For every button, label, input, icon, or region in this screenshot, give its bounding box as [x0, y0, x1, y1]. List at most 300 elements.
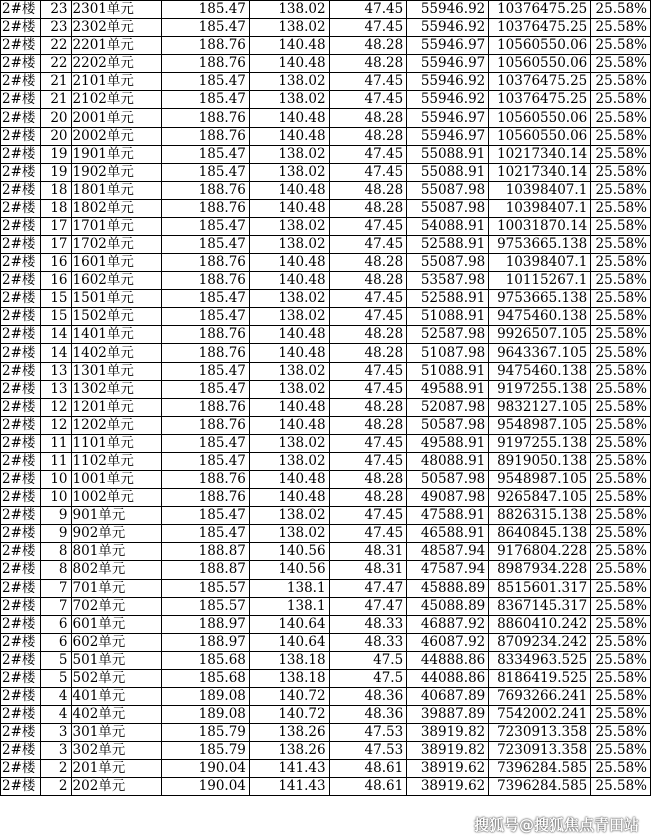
table-row: [1, 127, 651, 145]
gross-area-cell: 185.47: [162, 507, 249, 525]
total-price-cell: 10560550.06: [489, 37, 591, 55]
building-cell: 2#楼: [1, 669, 41, 687]
gross-area-cell: 188.76: [162, 344, 249, 362]
unit-cell: 1902单元: [71, 163, 162, 181]
building-cell: 2#楼: [1, 489, 41, 507]
ratio-cell: 25.58%: [591, 380, 651, 398]
table-row: [1, 778, 651, 796]
unit-price-cell: 44088.86: [407, 669, 489, 687]
table-row: [1, 760, 651, 778]
table-row: [1, 507, 651, 525]
floor-cell: 12: [40, 416, 71, 434]
inner-area-cell: 138.02: [249, 362, 329, 380]
ratio-cell: 25.58%: [591, 73, 651, 91]
gross-area-cell: 185.47: [162, 308, 249, 326]
inner-area-cell: 138.02: [249, 452, 329, 470]
inner-area-cell: 138.02: [249, 308, 329, 326]
unit-cell: 1702单元: [71, 236, 162, 254]
unit-cell: 601单元: [71, 615, 162, 633]
shared-area-cell: 47.53: [329, 724, 407, 742]
floor-cell: 10: [40, 489, 71, 507]
total-price-cell: 10560550.06: [489, 127, 591, 145]
inner-area-cell: 140.48: [249, 181, 329, 199]
total-price-cell: 8987934.228: [489, 561, 591, 579]
ratio-cell: 25.58%: [591, 19, 651, 37]
table-row: [1, 109, 651, 127]
gross-area-cell: 185.68: [162, 669, 249, 687]
floor-cell: 19: [40, 163, 71, 181]
unit-cell: 2001单元: [71, 109, 162, 127]
building-cell: 2#楼: [1, 452, 41, 470]
floor-cell: 18: [40, 199, 71, 217]
building-cell: 2#楼: [1, 19, 41, 37]
inner-area-cell: 138.02: [249, 507, 329, 525]
floor-cell: 5: [40, 651, 71, 669]
ratio-cell: 25.58%: [591, 254, 651, 272]
ratio-cell: 25.58%: [591, 290, 651, 308]
inner-area-cell: 140.72: [249, 706, 329, 724]
ratio-cell: 25.58%: [591, 597, 651, 615]
unit-cell: 2202单元: [71, 55, 162, 73]
shared-area-cell: 48.28: [329, 344, 407, 362]
gross-area-cell: 188.76: [162, 55, 249, 73]
total-price-cell: 7542002.241: [489, 706, 591, 724]
building-cell: 2#楼: [1, 615, 41, 633]
ratio-cell: 25.58%: [591, 1, 651, 19]
inner-area-cell: 138.02: [249, 19, 329, 37]
unit-cell: 1401单元: [71, 326, 162, 344]
building-cell: 2#楼: [1, 73, 41, 91]
floor-cell: 4: [40, 706, 71, 724]
ratio-cell: 25.58%: [591, 543, 651, 561]
total-price-cell: 10398407.1: [489, 199, 591, 217]
total-price-cell: 10376475.25: [489, 1, 591, 19]
gross-area-cell: 188.76: [162, 326, 249, 344]
unit-cell: 1301单元: [71, 362, 162, 380]
table-row: [1, 706, 651, 724]
building-cell: 2#楼: [1, 651, 41, 669]
unit-price-cell: 49588.91: [407, 434, 489, 452]
ratio-cell: 25.58%: [591, 181, 651, 199]
shared-area-cell: 48.36: [329, 706, 407, 724]
gross-area-cell: 188.76: [162, 199, 249, 217]
floor-cell: 6: [40, 633, 71, 651]
unit-cell: 2002单元: [71, 127, 162, 145]
ratio-cell: 25.58%: [591, 434, 651, 452]
table-row: [1, 217, 651, 235]
total-price-cell: 7230913.358: [489, 724, 591, 742]
unit-cell: 801单元: [71, 543, 162, 561]
shared-area-cell: 47.45: [329, 525, 407, 543]
shared-area-cell: 47.45: [329, 236, 407, 254]
unit-cell: 1402单元: [71, 344, 162, 362]
building-cell: 2#楼: [1, 507, 41, 525]
building-cell: 2#楼: [1, 687, 41, 705]
inner-area-cell: 138.02: [249, 380, 329, 398]
ratio-cell: 25.58%: [591, 163, 651, 181]
table-row: [1, 254, 651, 272]
unit-price-cell: 55946.97: [407, 55, 489, 73]
ratio-cell: 25.58%: [591, 91, 651, 109]
table-row: [1, 19, 651, 37]
total-price-cell: 8826315.138: [489, 507, 591, 525]
inner-area-cell: 138.26: [249, 724, 329, 742]
unit-price-cell: 38919.82: [407, 724, 489, 742]
total-price-cell: 10560550.06: [489, 55, 591, 73]
floor-cell: 17: [40, 217, 71, 235]
building-cell: 2#楼: [1, 109, 41, 127]
building-cell: 2#楼: [1, 525, 41, 543]
shared-area-cell: 48.36: [329, 687, 407, 705]
unit-cell: 501单元: [71, 651, 162, 669]
building-cell: 2#楼: [1, 380, 41, 398]
gross-area-cell: 188.87: [162, 543, 249, 561]
unit-price-cell: 55946.97: [407, 109, 489, 127]
ratio-cell: 25.58%: [591, 452, 651, 470]
ratio-cell: 25.58%: [591, 326, 651, 344]
table-row: [1, 398, 651, 416]
table-row: [1, 561, 651, 579]
building-cell: 2#楼: [1, 91, 41, 109]
gross-area-cell: 188.97: [162, 633, 249, 651]
shared-area-cell: 47.45: [329, 434, 407, 452]
ratio-cell: 25.58%: [591, 651, 651, 669]
shared-area-cell: 47.53: [329, 742, 407, 760]
unit-cell: 902单元: [71, 525, 162, 543]
inner-area-cell: 138.02: [249, 434, 329, 452]
floor-cell: 22: [40, 55, 71, 73]
inner-area-cell: 138.1: [249, 579, 329, 597]
ratio-cell: 25.58%: [591, 579, 651, 597]
unit-cell: 2302单元: [71, 19, 162, 37]
total-price-cell: 10376475.25: [489, 91, 591, 109]
unit-price-cell: 49087.98: [407, 489, 489, 507]
ratio-cell: 25.58%: [591, 489, 651, 507]
unit-cell: 1102单元: [71, 452, 162, 470]
ratio-cell: 25.58%: [591, 669, 651, 687]
building-cell: 2#楼: [1, 579, 41, 597]
unit-price-cell: 55946.92: [407, 1, 489, 19]
table-row: [1, 416, 651, 434]
floor-cell: 2: [40, 760, 71, 778]
building-cell: 2#楼: [1, 37, 41, 55]
building-cell: 2#楼: [1, 633, 41, 651]
building-cell: 2#楼: [1, 308, 41, 326]
total-price-cell: 10217340.14: [489, 163, 591, 181]
ratio-cell: 25.58%: [591, 362, 651, 380]
ratio-cell: 25.58%: [591, 561, 651, 579]
ratio-cell: 25.58%: [591, 55, 651, 73]
floor-cell: 9: [40, 507, 71, 525]
total-price-cell: 10376475.25: [489, 19, 591, 37]
floor-cell: 23: [40, 1, 71, 19]
building-cell: 2#楼: [1, 199, 41, 217]
floor-cell: 22: [40, 37, 71, 55]
building-cell: 2#楼: [1, 254, 41, 272]
floor-cell: 20: [40, 109, 71, 127]
shared-area-cell: 47.45: [329, 362, 407, 380]
building-cell: 2#楼: [1, 471, 41, 489]
floor-cell: 5: [40, 669, 71, 687]
unit-cell: 802单元: [71, 561, 162, 579]
gross-area-cell: 189.08: [162, 687, 249, 705]
ratio-cell: 25.58%: [591, 272, 651, 290]
shared-area-cell: 48.28: [329, 181, 407, 199]
total-price-cell: 9197255.138: [489, 380, 591, 398]
unit-price-cell: 47588.91: [407, 507, 489, 525]
gross-area-cell: 189.08: [162, 706, 249, 724]
building-cell: 2#楼: [1, 55, 41, 73]
table-row: [1, 633, 651, 651]
gross-area-cell: 188.76: [162, 272, 249, 290]
inner-area-cell: 138.26: [249, 742, 329, 760]
table-row: [1, 308, 651, 326]
unit-cell: 301单元: [71, 724, 162, 742]
shared-area-cell: 48.31: [329, 561, 407, 579]
floor-cell: 13: [40, 380, 71, 398]
inner-area-cell: 140.56: [249, 543, 329, 561]
ratio-cell: 25.58%: [591, 507, 651, 525]
shared-area-cell: 48.33: [329, 633, 407, 651]
shared-area-cell: 47.45: [329, 145, 407, 163]
gross-area-cell: 185.47: [162, 19, 249, 37]
table-row: [1, 163, 651, 181]
total-price-cell: 7693266.241: [489, 687, 591, 705]
gross-area-cell: 188.76: [162, 471, 249, 489]
gross-area-cell: 188.76: [162, 127, 249, 145]
shared-area-cell: 47.5: [329, 651, 407, 669]
inner-area-cell: 140.48: [249, 127, 329, 145]
unit-price-cell: 51088.91: [407, 362, 489, 380]
shared-area-cell: 48.61: [329, 760, 407, 778]
inner-area-cell: 140.48: [249, 109, 329, 127]
floor-cell: 7: [40, 597, 71, 615]
unit-price-cell: 51088.91: [407, 308, 489, 326]
total-price-cell: 9548987.105: [489, 416, 591, 434]
ratio-cell: 25.58%: [591, 199, 651, 217]
gross-area-cell: 185.47: [162, 290, 249, 308]
shared-area-cell: 47.47: [329, 597, 407, 615]
building-cell: 2#楼: [1, 127, 41, 145]
shared-area-cell: 48.28: [329, 55, 407, 73]
unit-cell: 1302单元: [71, 380, 162, 398]
gross-area-cell: 185.68: [162, 651, 249, 669]
unit-cell: 2301单元: [71, 1, 162, 19]
floor-cell: 3: [40, 742, 71, 760]
unit-cell: 401单元: [71, 687, 162, 705]
unit-cell: 1202单元: [71, 416, 162, 434]
ratio-cell: 25.58%: [591, 687, 651, 705]
unit-cell: 1002单元: [71, 489, 162, 507]
table-row: [1, 724, 651, 742]
unit-cell: 2102单元: [71, 91, 162, 109]
shared-area-cell: 47.45: [329, 19, 407, 37]
floor-cell: 21: [40, 91, 71, 109]
unit-price-cell: 52588.91: [407, 236, 489, 254]
inner-area-cell: 141.43: [249, 778, 329, 796]
floor-cell: 16: [40, 254, 71, 272]
total-price-cell: 10398407.1: [489, 181, 591, 199]
total-price-cell: 9475460.138: [489, 362, 591, 380]
floor-cell: 9: [40, 525, 71, 543]
inner-area-cell: 140.48: [249, 344, 329, 362]
shared-area-cell: 48.61: [329, 778, 407, 796]
unit-cell: 502单元: [71, 669, 162, 687]
table-row: [1, 73, 651, 91]
total-price-cell: 7230913.358: [489, 742, 591, 760]
total-price-cell: 9176804.228: [489, 543, 591, 561]
building-cell: 2#楼: [1, 706, 41, 724]
gross-area-cell: 185.47: [162, 217, 249, 235]
shared-area-cell: 47.45: [329, 163, 407, 181]
gross-area-cell: 185.47: [162, 525, 249, 543]
shared-area-cell: 48.33: [329, 615, 407, 633]
unit-price-cell: 45888.89: [407, 579, 489, 597]
ratio-cell: 25.58%: [591, 37, 651, 55]
total-price-cell: 8640845.138: [489, 525, 591, 543]
gross-area-cell: 188.76: [162, 181, 249, 199]
shared-area-cell: 48.28: [329, 326, 407, 344]
gross-area-cell: 185.79: [162, 724, 249, 742]
building-cell: 2#楼: [1, 236, 41, 254]
floor-cell: 8: [40, 561, 71, 579]
unit-price-cell: 45088.89: [407, 597, 489, 615]
floor-cell: 17: [40, 236, 71, 254]
gross-area-cell: 185.57: [162, 579, 249, 597]
gross-area-cell: 185.47: [162, 380, 249, 398]
unit-price-cell: 55088.91: [407, 163, 489, 181]
total-price-cell: 8367145.317: [489, 597, 591, 615]
ratio-cell: 25.58%: [591, 398, 651, 416]
total-price-cell: 9926507.105: [489, 326, 591, 344]
unit-price-cell: 50587.98: [407, 471, 489, 489]
unit-cell: 901单元: [71, 507, 162, 525]
inner-area-cell: 138.02: [249, 91, 329, 109]
inner-area-cell: 140.48: [249, 272, 329, 290]
floor-cell: 6: [40, 615, 71, 633]
table-row: [1, 55, 651, 73]
table-row: [1, 145, 651, 163]
building-cell: 2#楼: [1, 742, 41, 760]
building-cell: 2#楼: [1, 326, 41, 344]
inner-area-cell: 140.48: [249, 37, 329, 55]
inner-area-cell: 138.02: [249, 73, 329, 91]
total-price-cell: 7396284.585: [489, 760, 591, 778]
floor-cell: 19: [40, 145, 71, 163]
unit-price-cell: 55946.92: [407, 91, 489, 109]
ratio-cell: 25.58%: [591, 127, 651, 145]
shared-area-cell: 48.28: [329, 489, 407, 507]
floor-cell: 4: [40, 687, 71, 705]
shared-area-cell: 47.45: [329, 217, 407, 235]
ratio-cell: 25.58%: [591, 706, 651, 724]
total-price-cell: 9265847.105: [489, 489, 591, 507]
unit-cell: 2101单元: [71, 73, 162, 91]
building-cell: 2#楼: [1, 597, 41, 615]
building-cell: 2#楼: [1, 344, 41, 362]
unit-cell: 1602单元: [71, 272, 162, 290]
floor-cell: 12: [40, 398, 71, 416]
building-cell: 2#楼: [1, 181, 41, 199]
table-row: [1, 669, 651, 687]
table-row: [1, 543, 651, 561]
shared-area-cell: 48.28: [329, 272, 407, 290]
ratio-cell: 25.58%: [591, 308, 651, 326]
ratio-cell: 25.58%: [591, 471, 651, 489]
ratio-cell: 25.58%: [591, 217, 651, 235]
inner-area-cell: 140.48: [249, 326, 329, 344]
gross-area-cell: 185.57: [162, 597, 249, 615]
total-price-cell: 10560550.06: [489, 109, 591, 127]
table-row: [1, 91, 651, 109]
table-row: [1, 362, 651, 380]
ratio-cell: 25.58%: [591, 236, 651, 254]
gross-area-cell: 188.97: [162, 615, 249, 633]
inner-area-cell: 140.48: [249, 199, 329, 217]
floor-cell: 11: [40, 452, 71, 470]
unit-cell: 1901单元: [71, 145, 162, 163]
table-row: [1, 434, 651, 452]
gross-area-cell: 185.47: [162, 145, 249, 163]
gross-area-cell: 188.76: [162, 489, 249, 507]
unit-price-cell: 38919.82: [407, 742, 489, 760]
total-price-cell: 8919050.138: [489, 452, 591, 470]
inner-area-cell: 140.48: [249, 254, 329, 272]
table-row: [1, 597, 651, 615]
inner-area-cell: 140.48: [249, 416, 329, 434]
gross-area-cell: 185.47: [162, 1, 249, 19]
gross-area-cell: 188.76: [162, 109, 249, 127]
total-price-cell: 10031870.14: [489, 217, 591, 235]
table-row: [1, 471, 651, 489]
unit-cell: 602单元: [71, 633, 162, 651]
table-row: [1, 344, 651, 362]
building-cell: 2#楼: [1, 1, 41, 19]
table-row: [1, 452, 651, 470]
unit-price-cell: 52087.98: [407, 398, 489, 416]
shared-area-cell: 48.28: [329, 127, 407, 145]
unit-price-cell: 46887.92: [407, 615, 489, 633]
watermark: 搜狐号@搜狐焦点青田站: [473, 816, 639, 834]
unit-price-cell: 46588.91: [407, 525, 489, 543]
gross-area-cell: 190.04: [162, 760, 249, 778]
unit-price-cell: 49588.91: [407, 380, 489, 398]
ratio-cell: 25.58%: [591, 778, 651, 796]
floor-cell: 10: [40, 471, 71, 489]
total-price-cell: 9753665.138: [489, 236, 591, 254]
shared-area-cell: 48.28: [329, 37, 407, 55]
inner-area-cell: 140.72: [249, 687, 329, 705]
shared-area-cell: 47.45: [329, 308, 407, 326]
unit-price-cell: 38919.62: [407, 760, 489, 778]
gross-area-cell: 185.47: [162, 452, 249, 470]
building-cell: 2#楼: [1, 760, 41, 778]
table-row: [1, 651, 651, 669]
floor-cell: 16: [40, 272, 71, 290]
floor-cell: 7: [40, 579, 71, 597]
total-price-cell: 9753665.138: [489, 290, 591, 308]
table-row: [1, 326, 651, 344]
unit-price-cell: 50587.98: [407, 416, 489, 434]
unit-price-cell: 53587.98: [407, 272, 489, 290]
table-body: [1, 1, 651, 796]
total-price-cell: 9643367.105: [489, 344, 591, 362]
gross-area-cell: 188.87: [162, 561, 249, 579]
inner-area-cell: 138.18: [249, 669, 329, 687]
unit-price-cell: 54088.91: [407, 217, 489, 235]
total-price-cell: 9197255.138: [489, 434, 591, 452]
floor-cell: 15: [40, 290, 71, 308]
